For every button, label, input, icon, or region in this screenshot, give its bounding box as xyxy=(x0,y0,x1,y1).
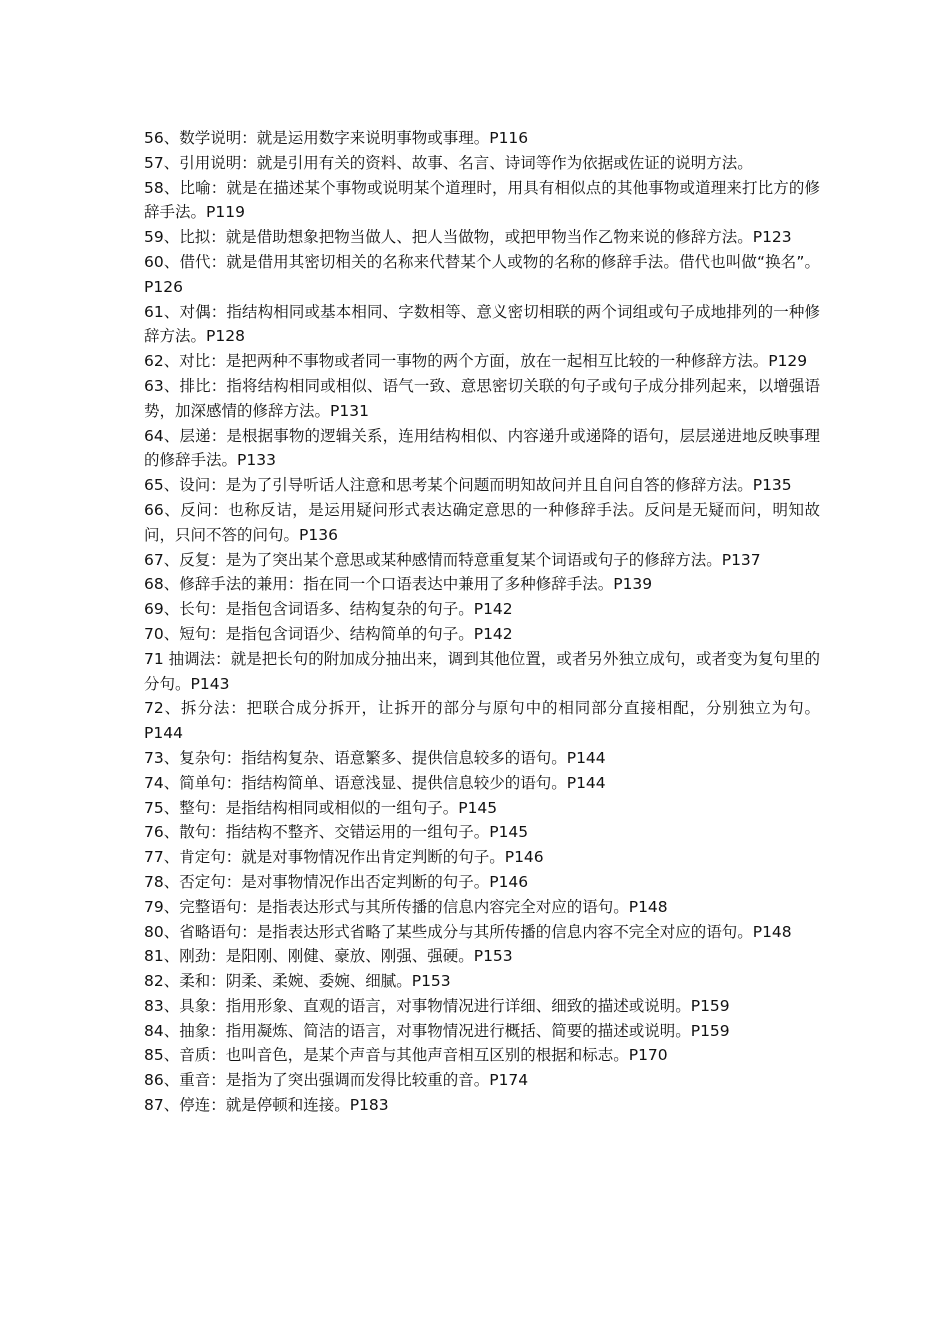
entry-72: 72、拆分法：把联合成分拆开，让拆开的部分与原句中的相同部分直接相配，分别独立为句。P144 xyxy=(144,699,820,743)
entry-60: 60、借代：就是借用其密切相关的名称来代替某个人或物的名称的修辞手法。借代也叫做“换名”。P126 xyxy=(144,252,820,296)
entry-77: 77、肯定句：就是对事物情况作出肯定判断的句子。P146 xyxy=(144,848,544,867)
entry-86: 86、重音：是指为了突出强调而发得比较重的音。P174 xyxy=(144,1071,529,1090)
entry-66: 66、反问：也称反诘，是运用疑问形式表达确定意思的一种修辞手法。反问是无疑而问，明知故问，只问不答的问句。P136 xyxy=(144,500,820,544)
entry-69: 69、长句：是指包含词语多、结构复杂的句子。P142 xyxy=(144,600,513,619)
entry-68: 68、修辞手法的兼用：指在同一个口语表达中兼用了多种修辞手法。P139 xyxy=(144,575,653,594)
entry-59: 59、比拟：就是借助想象把物当做人、把人当做物，或把甲物当作乙物来说的修辞方法。P123 xyxy=(144,228,792,247)
entry-80: 80、省略语句：是指表达形式省略了某些成分与其所传播的信息内容不完全对应的语句。P148 xyxy=(144,922,792,941)
entry-85: 85、音质：也叫音色，是某个声音与其他声音相互区别的根据和标志。P170 xyxy=(144,1046,668,1065)
entry-62: 62、对比：是把两种不事物或者同一事物的两个方面，放在一起相互比较的一种修辞方法。P129 xyxy=(144,352,808,371)
entry-81: 81、刚劲：是阳刚、刚健、豪放、刚强、强硬。P153 xyxy=(144,947,513,966)
entry-58: 58、比喻：就是在描述某个事物或说明某个道理时，用具有相似点的其他事物或道理来打比方的修辞手法。P119 xyxy=(144,178,820,222)
entry-61: 61、对偶：指结构相同或基本相同、字数相等、意义密切相联的两个词组或句子成地排列的一种修辞方法。P128 xyxy=(144,302,820,346)
entry-67: 67、反复：是为了突出某个意思或某种感情而特意重复某个词语或句子的修辞方法。P137 xyxy=(144,550,761,569)
document-body xyxy=(144,126,820,1118)
entry-70: 70、短句：是指包含词语少、结构简单的句子。P142 xyxy=(144,624,513,643)
entry-76: 76、散句：指结构不整齐、交错运用的一组句子。P145 xyxy=(144,823,529,842)
entry-83: 83、具象：指用形象、直观的语言，对事物情况进行详细、细致的描述或说明。P159 xyxy=(144,996,730,1015)
entry-64: 64、层递：是根据事物的逻辑关系，连用结构相似、内容递升或递降的语句，层层递进地反映事理的修辞手法。P133 xyxy=(144,426,820,470)
entry-65: 65、设问：是为了引导听话人注意和思考某个问题而明知故问并且自问自答的修辞方法。P135 xyxy=(144,476,792,495)
entry-82: 82、柔和：阴柔、柔婉、委婉、细腻。P153 xyxy=(144,972,451,991)
entry-63: 63、排比：指将结构相同或相似、语气一致、意思密切关联的句子或句子成分排列起来，以增强语势，加深感情的修辞方法。P131 xyxy=(144,376,820,420)
entry-74: 74、简单句：指结构简单、语意浅显、提供信息较少的语句。P144 xyxy=(144,773,606,792)
entry-75: 75、整句：是指结构相同或相似的一组句子。P145 xyxy=(144,798,498,817)
entry-78: 78、否定句：是对事物情况作出否定判断的句子。P146 xyxy=(144,872,529,891)
entry-79: 79、完整语句：是指表达形式与其所传播的信息内容完全对应的语句。P148 xyxy=(144,897,668,916)
entry-87: 87、停连：就是停顿和连接。P183 xyxy=(144,1096,389,1115)
entry-71: 71 抽调法：就是把长句的附加成分抽出来，调到其他位置，或者另外独立成句，或者变为复句里的分句。P143 xyxy=(144,649,820,693)
entry-84: 84、抽象：指用凝炼、简洁的语言，对事物情况进行概括、简要的描述或说明。P159 xyxy=(144,1021,730,1040)
entry-56: 56、数学说明：就是运用数字来说明事物或事理。P116 xyxy=(144,129,529,147)
entry-73: 73、复杂句：指结构复杂、语意繁多、提供信息较多的语句。P144 xyxy=(144,748,606,767)
entry-57: 57、引用说明：就是引用有关的资料、故事、名言、诗词等作为依据或佐证的说明方法。 xyxy=(144,153,753,172)
